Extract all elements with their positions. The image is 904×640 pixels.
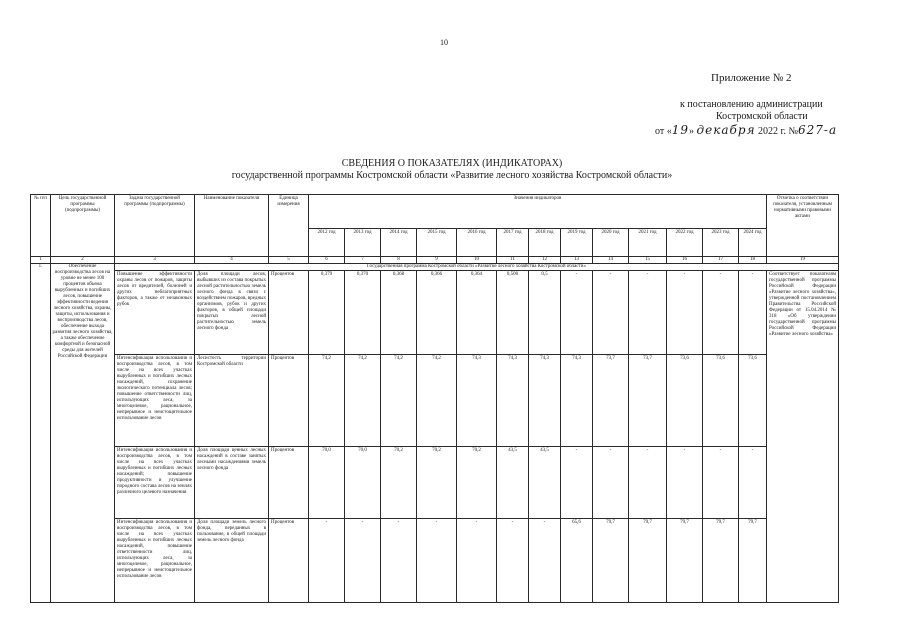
goal-cell: Обеспечение воспроизводства лесов на уровне не менее 100 процентов объема вырубленных и погибших лесов, повышение эффективности ведения лесного хозяйства, охраны, защиты, использования и воспроизводства лесов, обеспечение выхода развития лесного хозяйства, а также обеспечение комфортной и безопасной среды для жителей Российской Федерации [51,264,115,603]
value-cell: - [529,519,561,603]
table-row [31,519,839,603]
value-cell: 74,2 [345,355,381,447]
value-cell: 73,7 [629,355,667,447]
value-cell: - [703,447,739,519]
column-number: 3 [115,257,195,264]
column-number: 6 [309,257,345,264]
document-subtitle: государственной программы Костромской области «Развитие лесного хозяйства Костромской области» [231,170,673,181]
column-number: 2 [51,257,115,264]
value-cell: 74,3 [497,355,529,447]
indicators-table [30,194,839,603]
column-number: 16 [667,257,703,264]
column-number: 13 [561,257,593,264]
value-cell: - [629,447,667,519]
column-number: 4 [195,257,269,264]
value-cell: - [345,519,381,603]
value-cell: 79,7 [739,519,767,603]
value-cell: - [739,447,767,519]
indicator-cell: Доля площади лесов, выбывших из состава покрытых лесной растительностью земель лесного фонда в связи с воздействием пожаров, вредных организмов, рубок и других факторов, в общей площади покрытых лесной растительностью земель лесного фонда [195,271,269,355]
value-cell: - [667,447,703,519]
value-cell: 74,3 [561,355,593,447]
value-cell: - [417,519,457,603]
unit-cell: Процентов [269,447,309,519]
indicator-cell: Доля площади ценных лесных насаждений в составе занятых лесными насаждениями земель лесного фонда [195,447,269,519]
value-cell: 73,6 [667,355,703,447]
value-cell: - [667,271,703,355]
column-number: 5 [269,257,309,264]
task-cell: Повышение эффективности охраны лесов от пожаров, защиты лесов от вредителей, болезней и других неблагоприятных факторов, а также от незаконных рубок [115,271,195,355]
task-cell: Интенсификация использования и воспроизводства лесов, в том числе на всех участках вырубленных и погибших лесных насаждений, повышение ответственности лиц, использующих леса, за многоцелевое, рациональное, непрерывное и неистощительное использование лесов [115,519,195,603]
task-cell: Интенсификация использования и воспроизводства лесов, в том числе на всех участках вырубленных и погибших лесных насаждений; повышение продуктивности и улучшение породного состава лесов на землях различного целевого назначения [115,447,195,519]
value-cell: 79,7 [703,519,739,603]
header-year: 2013 год [345,229,381,257]
page-number: 10 [440,38,448,47]
value-cell: 0,379 [309,271,345,355]
value-cell: 74,2 [417,355,457,447]
column-number: 10 [457,257,497,264]
value-cell: 79,7 [629,519,667,603]
value-cell: 73,7 [593,355,629,447]
header-year: 2018 год [529,229,561,257]
appendix-line-1: к постановлению администрации [680,99,823,110]
header-values-group: Значения индикаторов [309,195,767,229]
header-indicator: Наименование показателя [195,195,269,257]
value-cell: 79,7 [667,519,703,603]
indicator-cell: Лесистость территории Костромской области [195,355,269,447]
header-num: № п/п [31,195,51,257]
date-year: 2022 г. № [755,126,799,137]
column-number: 14 [593,257,629,264]
date-prefix: от « [655,126,672,137]
value-cell: 0,500 [497,271,529,355]
header-year: 2023 год [703,229,739,257]
handwritten-number: 627-а [798,123,838,137]
value-cell: 70,2 [457,447,497,519]
unit-cell: Процентов [269,355,309,447]
column-number: 18 [739,257,767,264]
column-number: 9 [417,257,457,264]
row-number: 1. [31,264,51,603]
value-cell: - [561,271,593,355]
value-cell: - [703,271,739,355]
value-cell: - [593,271,629,355]
value-cell: - [497,519,529,603]
date-mid: » [689,126,697,137]
value-cell: 74,2 [309,355,345,447]
table-row [31,447,839,519]
value-cell: 0,5 [529,271,561,355]
header-year: 2022 год [667,229,703,257]
handwritten-month: декабря [696,123,756,137]
header-year: 2015 год [417,229,457,257]
value-cell: - [739,271,767,355]
value-cell: - [593,447,629,519]
value-cell: 73,6 [739,355,767,447]
header-year: 2024 год [739,229,767,257]
header-unit: Единица измерения [269,195,309,257]
handwritten-day: 19 [671,123,690,137]
header-task: Задача государственной программы (подпрограммы) [115,195,195,257]
value-cell: 79,7 [593,519,629,603]
appendix-line-2: Костромской области [716,111,808,122]
header-year: 2012 год [309,229,345,257]
value-cell: - [309,519,345,603]
value-cell: - [629,271,667,355]
column-number: 12 [529,257,561,264]
document-title: СВЕДЕНИЯ О ПОКАЗАТЕЛЯХ (ИНДИКАТОРАХ) [341,158,563,169]
value-cell: 74,3 [529,355,561,447]
header-goal: Цель государственной программы (подпрограммы) [51,195,115,257]
column-number: 7 [345,257,381,264]
value-cell: - [457,519,497,603]
column-number: 19 [767,257,839,264]
header-year: 2020 год [593,229,629,257]
value-cell: 74,3 [457,355,497,447]
column-number: 15 [629,257,667,264]
value-cell: 70,2 [417,447,457,519]
value-cell: 70,0 [309,447,345,519]
unit-cell: Процентов [269,519,309,603]
value-cell: 0,366 [417,271,457,355]
value-cell: 73,6 [703,355,739,447]
note-cell: Соответствует показателям государственной программы Российской Федерации «Развитие лесного хозяйства», утвержденной постановлением Правительства Российской Федерации от 15.04.2014 № 318 «Об утверждении государственной программы Российской Федерации «Развитие лесного хозяйства» [767,271,839,603]
header-year: 2017 год [497,229,529,257]
value-cell: - [561,447,593,519]
header-year: 2021 год [629,229,667,257]
value-cell: 0,364 [457,271,497,355]
value-cell: 74,2 [381,355,417,447]
header-year: 2019 год [561,229,593,257]
column-number: 11 [497,257,529,264]
appendix-date-line [655,123,837,137]
unit-cell: Процентов [269,271,309,355]
value-cell: 43,5 [497,447,529,519]
value-cell: 70,2 [381,447,417,519]
value-cell: 0,368 [381,271,417,355]
header-note: Отметка о соответствии показателя, установленным нормативными правовыми актами [767,195,839,257]
table-row [31,355,839,447]
indicator-cell: Доля площади земель лесного фонда, переданных в пользование, в общей площади земель лесного фонда [195,519,269,603]
value-cell: 43,5 [529,447,561,519]
value-cell: - [381,519,417,603]
task-cell: Интенсификация использования и воспроизводства лесов, в том числе на всех участках вырубленных и погибших лесных насаждений, сохранение экологического потенциала лесов; повышение ответственности лиц, использующих леса, за многоцелевое, рациональное, непрерывное и неистощительное использование лесов [115,355,195,447]
value-cell: 65,6 [561,519,593,603]
header-year: 2016 год [457,229,497,257]
column-number: 17 [703,257,739,264]
table-row [31,271,839,355]
header-year: 2014 год [381,229,417,257]
column-number: 8 [381,257,417,264]
column-number: 1 [31,257,51,264]
value-cell: 70,0 [345,447,381,519]
value-cell: 0,370 [345,271,381,355]
program-name-row: Государственная программа Костромской области «Развитие лесного хозяйства Костромской области» [115,264,839,271]
appendix-title: Приложение № 2 [711,72,792,84]
